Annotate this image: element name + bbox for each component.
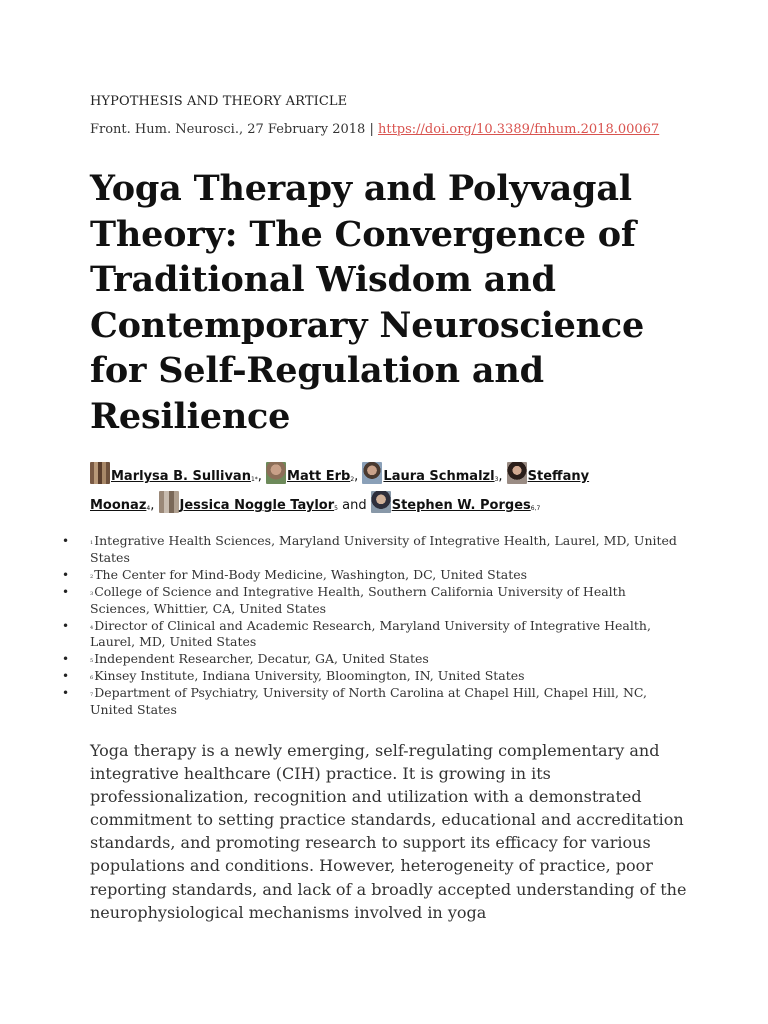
author-link[interactable]: Matt Erb bbox=[287, 469, 351, 484]
bullet-icon: • bbox=[62, 534, 70, 548]
author-link[interactable]: Marlysa B. Sullivan bbox=[111, 469, 251, 484]
bullet-icon: • bbox=[62, 652, 70, 667]
affiliation-marker: 2 bbox=[90, 573, 94, 580]
affiliation-text: Integrative Health Sciences, Maryland University of Integrative Health, Laurel, MD, United States bbox=[90, 533, 677, 565]
affiliation-item bbox=[62, 566, 680, 584]
author-avatar bbox=[507, 462, 527, 484]
author-affiliation-marker: 2 bbox=[350, 476, 355, 483]
author-affiliation-marker: 3 bbox=[494, 476, 499, 483]
author-separator: , bbox=[498, 469, 507, 484]
affiliation-text: Department of Psychiatry, University of North Carolina at Chapel Hill, Chapel Hill, NC, United States bbox=[90, 685, 648, 718]
author-affiliation-marker: 4 bbox=[146, 505, 151, 512]
bullet-icon: • bbox=[62, 669, 70, 684]
affiliation-item bbox=[62, 617, 680, 652]
affiliation-item bbox=[62, 651, 680, 668]
author-avatar bbox=[266, 462, 286, 484]
author-entry bbox=[362, 469, 506, 484]
affiliation-item bbox=[62, 583, 680, 618]
affiliation-marker: 4 bbox=[90, 624, 94, 631]
affiliation-marker: 6 bbox=[90, 675, 94, 682]
author-affiliation-marker: 5 bbox=[334, 505, 338, 512]
author-affiliation-marker: 6,7 bbox=[530, 505, 541, 512]
affiliation-item bbox=[62, 533, 680, 567]
affiliation-marker: 7 bbox=[90, 692, 94, 699]
affiliation-marker: 1 bbox=[90, 540, 94, 546]
author-list bbox=[90, 462, 650, 520]
author-entry bbox=[371, 498, 541, 513]
affiliation-item bbox=[62, 685, 680, 719]
article-type-label: HYPOTHESIS AND THEORY ARTICLE bbox=[90, 94, 348, 109]
author-avatar bbox=[362, 462, 382, 484]
author-avatar bbox=[371, 491, 391, 513]
bullet-icon: • bbox=[62, 618, 70, 633]
doi-link[interactable]: https://doi.org/10.3389/fnhum.2018.00067 bbox=[377, 122, 660, 137]
author-separator: , bbox=[354, 469, 363, 484]
affiliation-list bbox=[62, 533, 680, 719]
author-entry bbox=[266, 469, 362, 484]
author-separator: , bbox=[257, 469, 267, 484]
bullet-icon: • bbox=[62, 584, 70, 599]
affiliation-item bbox=[62, 668, 680, 685]
article-title: Yoga Therapy and Polyvagal Theory: The Convergence of Traditional Wisdom and Contemporary Neuroscience for Self-Regulation and Resilience bbox=[90, 168, 645, 437]
author-entry bbox=[90, 469, 266, 484]
author-avatar bbox=[90, 462, 110, 484]
author-affiliation-marker: 1* bbox=[250, 476, 258, 483]
bullet-icon: • bbox=[62, 567, 70, 582]
affiliation-text: Director of Clinical and Academic Research, Maryland University of Integrative Health, Laurel, MD, United States bbox=[90, 617, 651, 650]
affiliation-text: The Center for Mind-Body Medicine, Washington, DC, United States bbox=[94, 566, 528, 582]
author-avatar bbox=[159, 491, 179, 513]
affiliation-text: Independent Researcher, Decatur, GA, United States bbox=[94, 651, 429, 667]
affiliation-text: Kinsey Institute, Indiana University, Bloomington, IN, United States bbox=[94, 668, 525, 684]
affiliation-marker: 5 bbox=[90, 658, 94, 665]
author-entry bbox=[159, 498, 371, 513]
author-separator: , bbox=[150, 498, 159, 513]
author-link[interactable]: Jessica Noggle Taylor bbox=[179, 498, 335, 513]
bullet-icon: • bbox=[62, 686, 70, 701]
citation-line bbox=[90, 122, 659, 137]
affiliation-text: College of Science and Integrative Health, Southern California University of Health Sciences, Whittier, CA, United States bbox=[90, 583, 626, 616]
author-link[interactable]: Stephen W. Porges bbox=[391, 498, 531, 513]
author-link[interactable]: Steffany Moonaz bbox=[90, 469, 590, 513]
affiliation-marker: 3 bbox=[90, 590, 94, 597]
abstract-paragraph: Yoga therapy is a newly emerging, self-regulating complementary and integrative healthcare (CIH) practice. It is growing in its professionalization, recognition and utilization with a demonstrated commitment to setting practice standards, educational and accreditation standards, and promoting research to support its efficacy for various populations and conditions. However, heterogeneity of practice, poor reporting standards, and lack of a broadly accepted understanding of the neurophysiological mechanisms involved in yoga bbox=[90, 741, 687, 922]
author-separator: and bbox=[337, 498, 371, 513]
citation-prefix: Front. Hum. Neurosci., 27 February 2018 | bbox=[90, 122, 378, 137]
author-link[interactable]: Laura Schmalzl bbox=[383, 469, 495, 484]
